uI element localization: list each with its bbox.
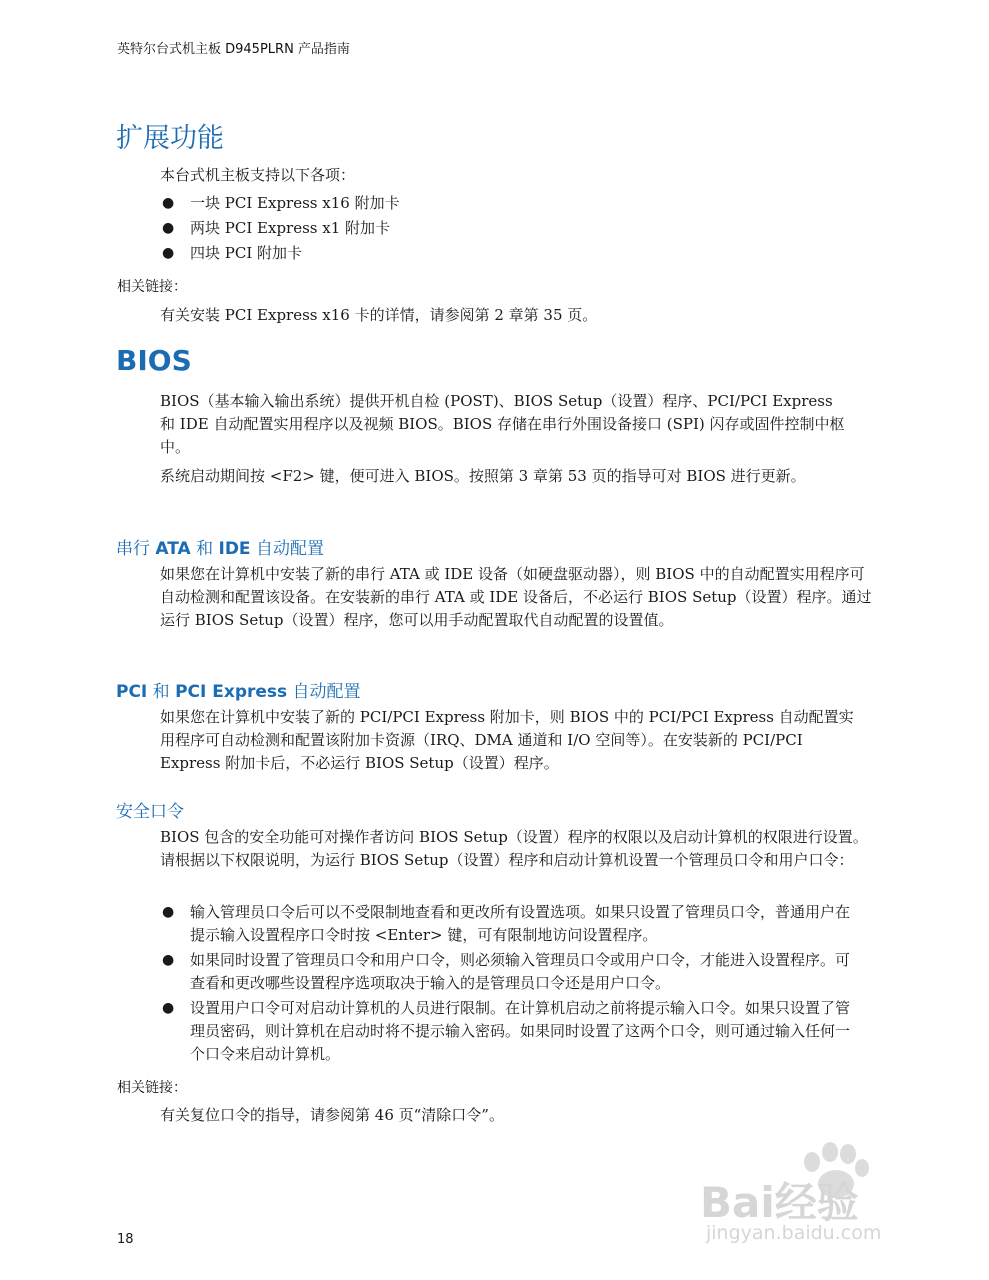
bullet-icon: ● (162, 220, 175, 236)
security-list (160, 901, 850, 1068)
watermark-url: jingyan.baidu.com (706, 1222, 882, 1244)
bullet-icon: ● (162, 245, 175, 261)
watermark-brand: Bai经验 (700, 1178, 859, 1227)
bullet-icon: ● (162, 195, 175, 211)
bullet-icon: ● (162, 1000, 175, 1016)
related-links-label: 相关链接： (117, 1080, 187, 1096)
bullet-icon: ● (162, 904, 175, 920)
expansion-intro: 本台式机主板支持以下各项： (160, 166, 356, 184)
list-item: ● 四块 PCI 附加卡 (160, 242, 860, 265)
baidu-watermark (700, 1140, 940, 1250)
heading-security: 安全口令 (116, 802, 184, 822)
heading-bios: BIOS (116, 344, 192, 377)
bios-paragraph-2: 系统启动期间按 <F2> 键，便可进入 BIOS。按照第 3 章第 53 页的指导可对 BIOS 进行更新。 (160, 467, 806, 485)
list-item: ● 设置用户口令可对启动计算机的人员进行限制。在计算机启动之前将提示输入口令。如果只设置了管理员密码，则计算机在启动时将不提示输入密码。如果同时设置了这两个口令，则可通过输入任何一个口令来启动计算机。 (162, 999, 851, 1063)
bullet-icon: ● (162, 952, 175, 968)
running-header: 英特尔台式机主板 D945PLRN 产品指南 (117, 42, 350, 57)
heading-sata-ide: 串行 ATA 和 IDE 自动配置 (116, 539, 324, 559)
expansion-related-text: 有关安装 PCI Express x16 卡的详情，请参阅第 2 章第 35 页。 (160, 306, 598, 324)
related-links-label: 相关链接： (117, 279, 187, 295)
bios-paragraph-1: BIOS（基本输入输出系统）提供开机自检 (POST)、BIOS Setup（设置）程序、PCI/PCI Express 和 IDE 自动配置实用程序以及视频 BIOS。BIOS 存储在串行外围设备接口 (SPI) 闪存或固件控制中枢中。 (160, 392, 845, 456)
list-item: ● 如果同时设置了管理员口令和用户口令，则必须输入管理员口令或用户口令，才能进入设置程序。可查看和更改哪些设置程序选项取决于输入的是管理员口令还是用户口令。 (162, 951, 851, 992)
list-item: ● 输入管理员口令后可以不受限制地查看和更改所有设置选项。如果只设置了管理员口令，普通用户在提示输入设置程序口令时按 <Enter> 键，可有限制地访问设置程序。 (162, 903, 851, 944)
security-related-text: 有关复位口令的指导，请参阅第 46 页“清除口令”。 (160, 1106, 504, 1124)
heading-pci: PCI 和 PCI Express 自动配置 (116, 682, 361, 702)
heading-expansion: 扩展功能 (116, 123, 224, 154)
sata-ide-text: 如果您在计算机中安装了新的串行 ATA 或 IDE 设备（如硬盘驱动器），则 BIOS 中的自动配置实用程序可自动检测和配置该设备。在安装新的串行 ATA 或 IDE 设备后，不必运行 BIOS Setup（设置）程序。通过运行 BIOS Setup（设置）程序，您可以用手动配置取代自动配置的设置值。 (160, 565, 872, 629)
pci-text: 如果您在计算机中安装了新的 PCI/PCI Express 附加卡，则 BIOS 中的 PCI/PCI Express 自动配置实用程序可自动检测和配置该附加卡资源（IRQ、DMA 通道和 I/O 空间等）。在安装新的 PCI/PCI Express 附加卡后，不必运行 BIOS Setup（设置）程序。 (160, 708, 854, 772)
list-item: ● 一块 PCI Express x16 附加卡 (160, 192, 860, 215)
expansion-list (160, 192, 860, 267)
list-item: ● 两块 PCI Express x1 附加卡 (160, 217, 860, 240)
security-intro: BIOS 包含的安全功能可对操作者访问 BIOS Setup（设置）程序的权限以及启动计算机的权限进行设置。请根据以下权限说明，为运行 BIOS Setup（设置）程序和启动计算机设置一个管理员口令和用户口令： (160, 828, 868, 869)
page-number: 18 (117, 1232, 134, 1247)
